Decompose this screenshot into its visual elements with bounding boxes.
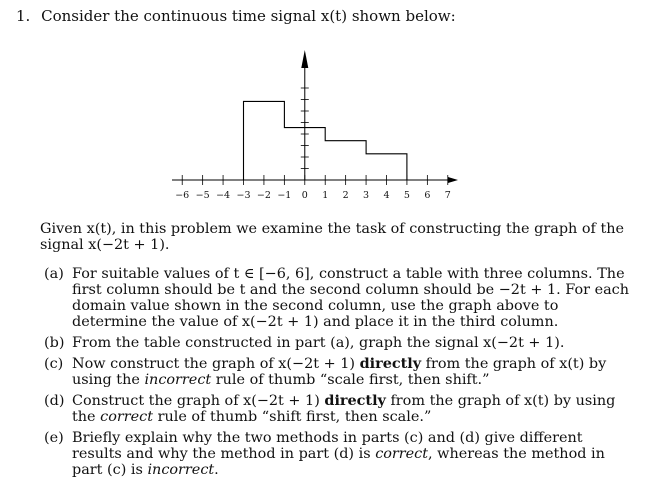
x-tick-label: 4 — [383, 190, 390, 201]
part-label: (a) — [44, 266, 64, 282]
part-text — [72, 393, 634, 425]
x-tick-label: −4 — [216, 190, 231, 201]
part-text-emph: incorrect — [144, 372, 212, 388]
signal-plot — [158, 40, 468, 210]
x-tick-label: −2 — [256, 190, 271, 201]
x-axis-arrow — [448, 177, 458, 183]
x-tick-label: −5 — [195, 190, 210, 201]
x-tick-label: 7 — [444, 190, 451, 201]
question-prompt: Consider the continuous time signal x(t) shown below: — [41, 7, 456, 25]
x-tick-label: −3 — [236, 190, 251, 201]
x-ticks — [175, 175, 451, 201]
x-tick-label: 5 — [403, 190, 410, 201]
part-text: From the table constructed in part (a), graph the signal x(−2t + 1). — [72, 335, 565, 351]
part-text-pre: Now construct the graph of x(−2t + 1) — [72, 356, 360, 372]
part-text-bold: directly — [324, 392, 386, 409]
part-text-post: rule of thumb “shift first, then scale.” — [153, 409, 432, 425]
part-d — [44, 393, 634, 425]
signal-line — [244, 101, 407, 180]
question-parts — [44, 266, 634, 483]
part-label: (d) — [44, 393, 65, 409]
x-tick-label: 1 — [322, 190, 329, 201]
x-tick-label: 3 — [363, 190, 370, 201]
part-text-emph: correct — [100, 409, 153, 425]
part-text-emph: incorrect — [147, 462, 215, 478]
intro-paragraph: Given x(t), in this problem we examine the task of constructing the graph of the signal x(−2t + 1). — [40, 221, 625, 253]
y-axis-arrow — [301, 50, 308, 68]
part-b — [44, 335, 634, 351]
part-text — [72, 430, 634, 478]
part-a — [44, 266, 634, 330]
part-text-pre: Briefly explain why the two methods in parts (c) and (d) give different results and why the method in part (d) is — [72, 430, 583, 462]
part-e — [44, 430, 634, 478]
x-tick-label: −6 — [175, 190, 190, 201]
part-label: (c) — [44, 356, 64, 372]
part-text-bold: directly — [359, 355, 422, 372]
plot-axes — [172, 50, 458, 183]
x-tick-label: 0 — [301, 190, 308, 201]
part-text-post: . — [214, 462, 219, 478]
part-label: (e) — [44, 430, 64, 446]
question-number: 1. — [16, 7, 31, 25]
part-text-mid: from the graph of x(t) by using the — [72, 356, 607, 388]
part-text-mid: from the graph of x(t) by using the — [72, 393, 616, 425]
signal-series — [244, 101, 407, 180]
x-tick-label: 2 — [342, 190, 349, 201]
part-text-mid: , whereas the method in part (c) is — [72, 446, 605, 478]
x-tick-label: −1 — [277, 190, 292, 201]
part-text-post: rule of thumb “scale first, then shift.” — [211, 372, 490, 388]
part-label: (b) — [44, 335, 65, 351]
part-text-emph: correct — [375, 446, 429, 462]
x-tick-label: 6 — [424, 190, 431, 201]
part-text: For suitable values of t ∈ [−6, 6], construct a table with three columns. The first column should be t and the second column should be −2t + 1. For each domain value shown in the second column, use the graph above to determine the value of x(−2t + 1) and place it in the third column. — [72, 266, 629, 330]
question-header — [16, 7, 456, 25]
part-text — [72, 356, 634, 388]
part-text-pre: Construct the graph of x(−2t + 1) — [72, 393, 325, 409]
part-c — [44, 356, 634, 388]
